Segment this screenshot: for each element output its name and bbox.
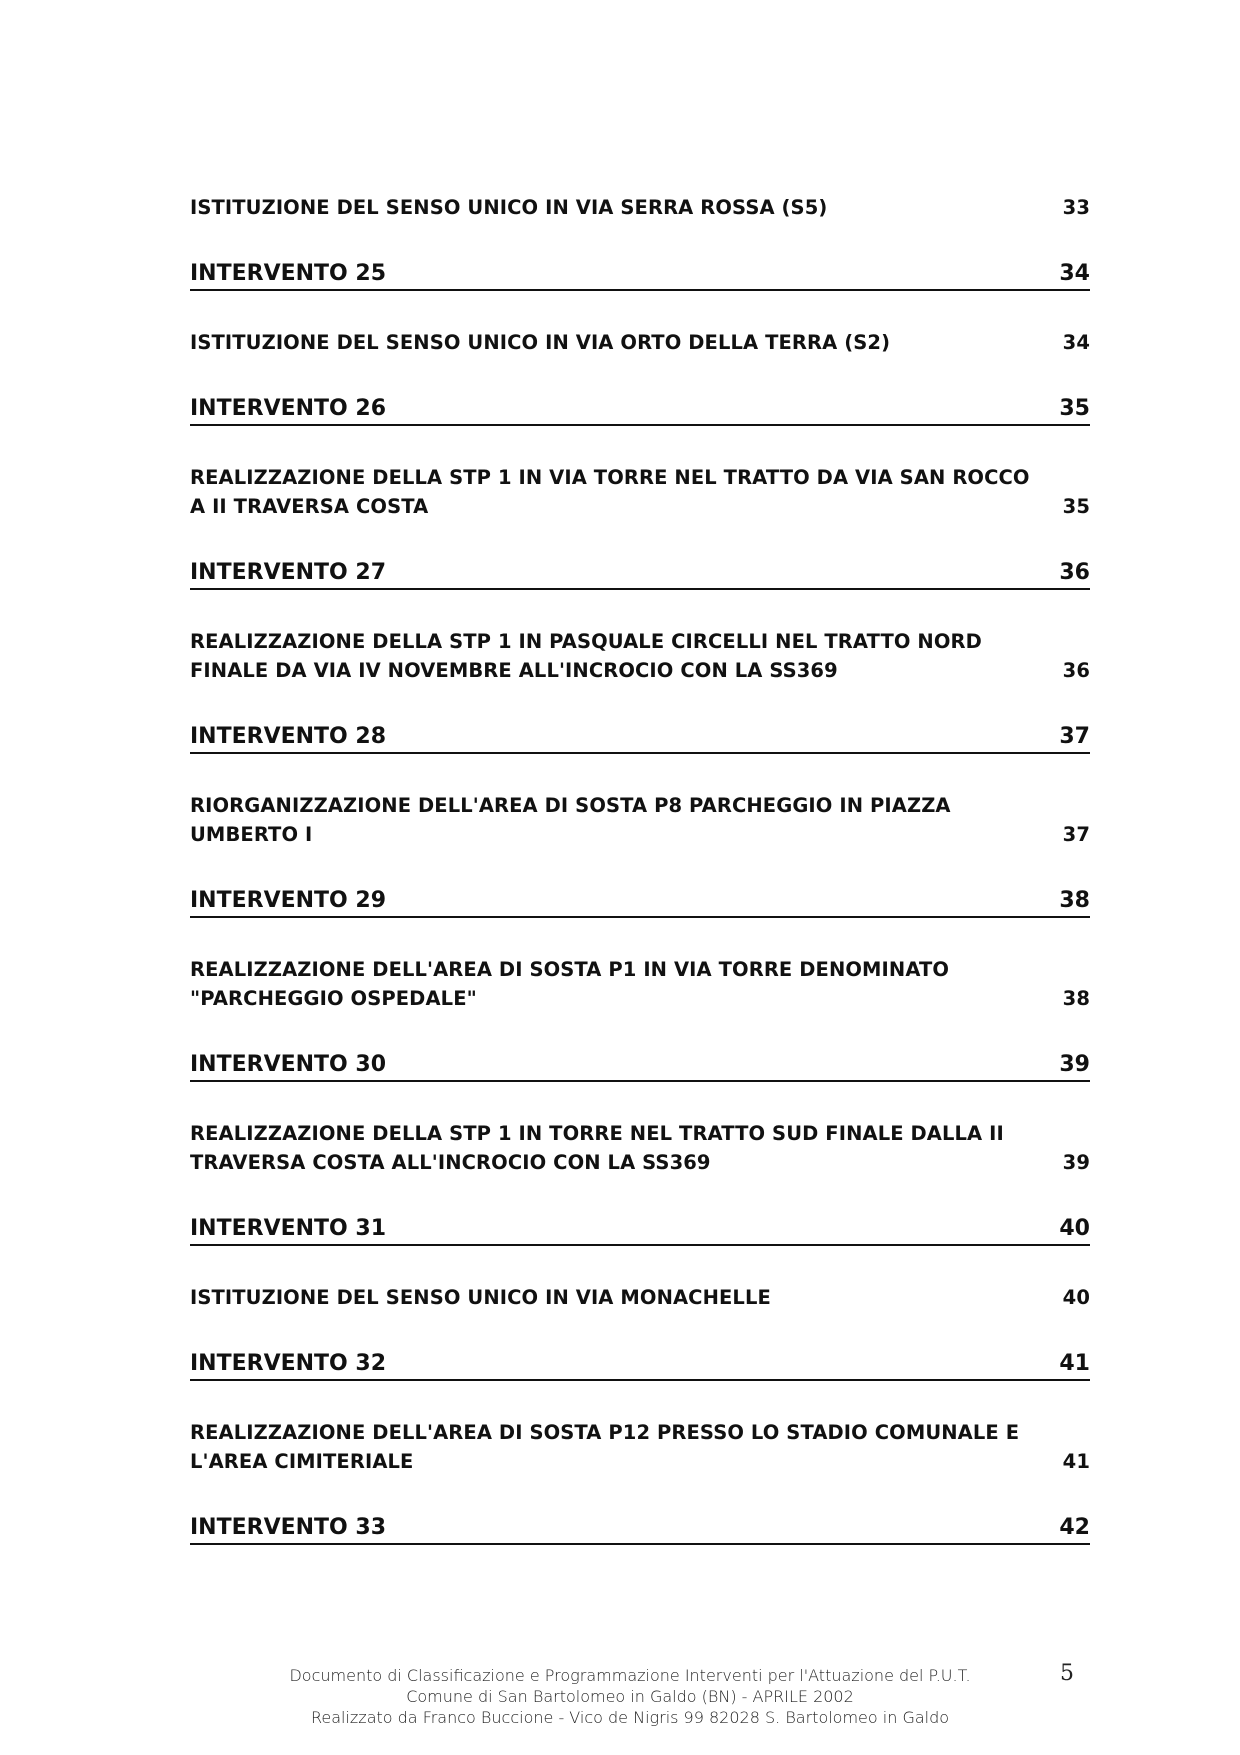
toc-entry[interactable] bbox=[190, 463, 1090, 521]
toc-page-number: 34 bbox=[1062, 331, 1090, 354]
toc-section-heading[interactable] bbox=[190, 886, 1090, 918]
toc-section-heading[interactable] bbox=[190, 558, 1090, 590]
toc-page-number: 40 bbox=[1059, 1216, 1090, 1241]
toc-entry[interactable] bbox=[190, 955, 1090, 1013]
toc-entry-title: REALIZZAZIONE DELL'AREA DI SOSTA P12 PRESSO LO STADIO COMUNALE E L'AREA CIMITERIALE bbox=[190, 1421, 1020, 1473]
toc-page-number: 35 bbox=[1059, 396, 1090, 421]
page-number: 5 bbox=[1060, 1661, 1074, 1686]
toc-page-number: 39 bbox=[1062, 1151, 1090, 1174]
toc-section-heading[interactable] bbox=[190, 1349, 1090, 1381]
footer-line-1: Documento di Classificazione e Programmazione Interventi per l'Attuazione del P.U.T. bbox=[289, 1666, 971, 1685]
toc-page-number: 35 bbox=[1062, 495, 1090, 518]
toc-entry-title: RIORGANIZZAZIONE DELL'AREA DI SOSTA P8 PARCHEGGIO IN PIAZZA UMBERTO I bbox=[190, 794, 951, 846]
toc-entry-title: INTERVENTO 31 bbox=[190, 1216, 387, 1241]
toc-page-number: 42 bbox=[1059, 1515, 1090, 1540]
toc-entry-title: ISTITUZIONE DEL SENSO UNICO IN VIA ORTO DELLA TERRA (S2) bbox=[190, 331, 891, 354]
toc-entry-title: INTERVENTO 28 bbox=[190, 724, 387, 749]
toc-entry[interactable] bbox=[190, 627, 1090, 685]
toc-page-number: 33 bbox=[1062, 196, 1090, 219]
toc-entry-title: REALIZZAZIONE DELLA STP 1 IN TORRE NEL TRATTO SUD FINALE DALLA II TRAVERSA COSTA ALL'INCROCIO CON LA SS369 bbox=[190, 1122, 1004, 1174]
toc-entry-title: ISTITUZIONE DEL SENSO UNICO IN VIA MONACHELLE bbox=[190, 1286, 771, 1309]
toc-entry-title: REALIZZAZIONE DELLA STP 1 IN VIA TORRE NEL TRATTO DA VIA SAN ROCCO A II TRAVERSA COSTA bbox=[190, 466, 1030, 518]
toc-page-number: 41 bbox=[1059, 1351, 1090, 1376]
toc-page-number: 41 bbox=[1062, 1450, 1090, 1473]
toc-section-heading[interactable] bbox=[190, 259, 1090, 291]
toc-entry-title: REALIZZAZIONE DELLA STP 1 IN PASQUALE CIRCELLI NEL TRATTO NORD FINALE DA VIA IV NOVEMBRE ALL'INCROCIO CON LA SS369 bbox=[190, 630, 982, 682]
toc-entry-title: INTERVENTO 25 bbox=[190, 261, 387, 286]
toc-entry-title: INTERVENTO 29 bbox=[190, 888, 387, 913]
toc-entry-title: REALIZZAZIONE DELL'AREA DI SOSTA P1 IN VIA TORRE DENOMINATO "PARCHEGGIO OSPEDALE" bbox=[190, 958, 950, 1010]
toc-entry-title: ISTITUZIONE DEL SENSO UNICO IN VIA SERRA ROSSA (S5) bbox=[190, 196, 828, 219]
toc-page-number: 38 bbox=[1059, 888, 1090, 913]
toc-page-number: 38 bbox=[1062, 987, 1090, 1010]
toc-section-heading[interactable] bbox=[190, 1214, 1090, 1246]
toc-page-number: 36 bbox=[1062, 659, 1090, 682]
footer-line-3: Realizzato da Franco Buccione - Vico de Nigris 99 82028 S. Bartolomeo in Galdo bbox=[310, 1708, 950, 1727]
toc-entry[interactable] bbox=[190, 1119, 1090, 1177]
toc-entry[interactable] bbox=[190, 1418, 1090, 1476]
toc-entry-title: INTERVENTO 30 bbox=[190, 1052, 387, 1077]
toc-entry-title: INTERVENTO 26 bbox=[190, 396, 387, 421]
toc-entry[interactable] bbox=[190, 791, 1090, 849]
toc-page-number: 34 bbox=[1059, 261, 1090, 286]
table-of-contents bbox=[190, 193, 1090, 1545]
toc-page-number: 37 bbox=[1059, 724, 1090, 749]
toc-section-heading[interactable] bbox=[190, 394, 1090, 426]
toc-page-number: 37 bbox=[1062, 823, 1090, 846]
toc-page-number: 36 bbox=[1059, 560, 1090, 585]
toc-page-number: 40 bbox=[1062, 1286, 1090, 1309]
toc-entry[interactable] bbox=[190, 193, 1090, 222]
toc-entry-title: INTERVENTO 27 bbox=[190, 560, 387, 585]
toc-section-heading[interactable] bbox=[190, 1513, 1090, 1545]
toc-entry[interactable] bbox=[190, 328, 1090, 357]
toc-page-number: 39 bbox=[1059, 1052, 1090, 1077]
toc-entry[interactable] bbox=[190, 1283, 1090, 1312]
footer-line-2: Comune di San Bartolomeo in Galdo (BN) - APRILE 2002 bbox=[406, 1687, 854, 1706]
toc-entry-title: INTERVENTO 33 bbox=[190, 1515, 387, 1540]
toc-section-heading[interactable] bbox=[190, 1050, 1090, 1082]
toc-section-heading[interactable] bbox=[190, 722, 1090, 754]
toc-entry-title: INTERVENTO 32 bbox=[190, 1351, 387, 1376]
page-footer bbox=[250, 1665, 1010, 1728]
